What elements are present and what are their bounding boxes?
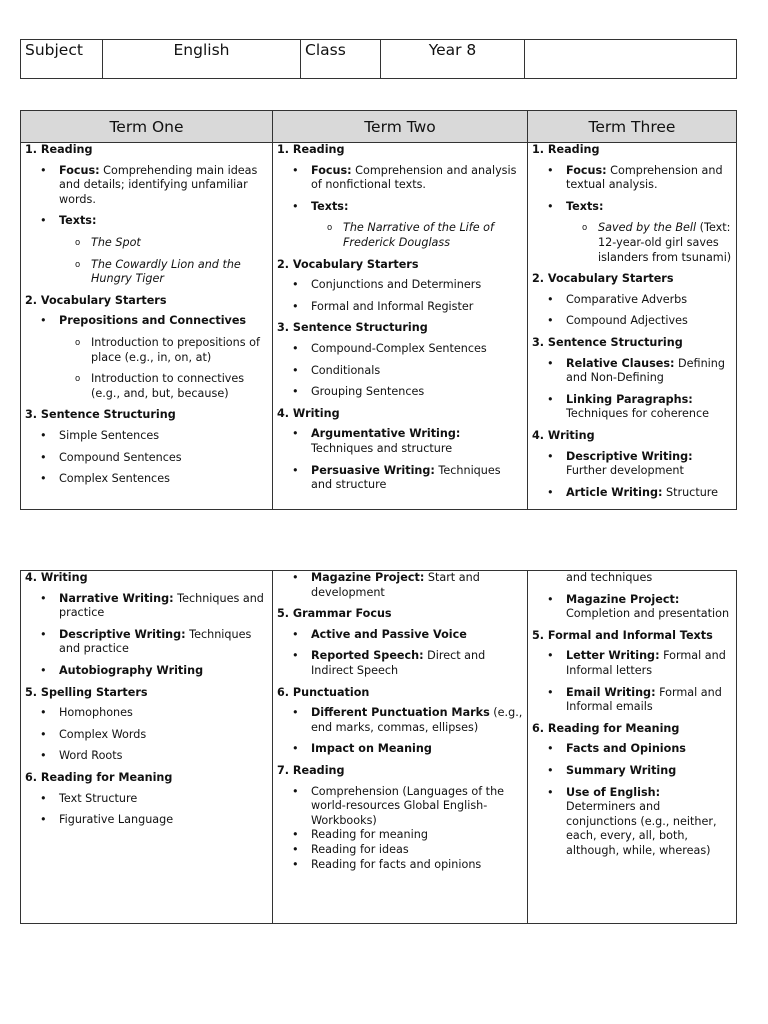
term-one-cell-a (21, 143, 273, 510)
list-item: • Compound Adjectives (532, 314, 732, 329)
section-heading: 6. Reading for Meaning (25, 770, 173, 784)
list-item: • Facts and Opinions (532, 742, 732, 757)
term-three-cell-a (528, 143, 737, 510)
section-heading: 3. Sentence Structuring (25, 408, 176, 422)
list-item: • Complex Sentences (25, 472, 268, 487)
list-item: • Letter Writing: Formal and Informal letters (532, 649, 732, 678)
list-item: • Summary Writing (532, 764, 732, 779)
term-three-heading: Term Three (528, 111, 737, 143)
list-item: • Comprehension (Languages of the world-resources Global English-Workbooks) (277, 785, 523, 829)
sub-list-item: o Introduction to connectives (e.g., and, but, because) (59, 372, 268, 401)
section-heading: 4. Writing (277, 406, 340, 420)
list-item: • Text Structure (25, 792, 268, 807)
list-item: • Complex Words (25, 728, 268, 743)
term-two-cell-a (273, 143, 528, 510)
list-item: • Linking Paragraphs: Techniques for coherence (532, 393, 732, 422)
section-heading: 6. Reading for Meaning (532, 721, 680, 735)
term-two-cell-b (273, 571, 528, 924)
list-item: • Email Writing: Formal and Informal emails (532, 686, 732, 715)
list-item: • Prepositions and Connectives o Introduction to prepositions of place (e.g., in, on, at) o Introduction to connectives (e.g., and, but, because) (25, 314, 268, 401)
term-one-heading: Term One (21, 111, 273, 143)
list-item: • Texts: o The Spot o The Cowardly Lion and the Hungry Tiger (25, 214, 268, 286)
list-item: • Magazine Project: Completion and presentation (532, 593, 732, 622)
subject-label: Subject (21, 40, 103, 79)
section-heading: 2. Vocabulary Starters (532, 272, 674, 286)
list-item: • Compound Sentences (25, 451, 268, 466)
list-item: • Simple Sentences (25, 429, 268, 444)
list-item: • Focus: Comprehending main ideas and details; identifying unfamiliar words. (25, 164, 268, 208)
list-item: • Magazine Project: Start and development (277, 571, 523, 600)
list-item: • Texts: o Saved by the Bell (Text: 12-year-old girl saves islanders from tsunami) (532, 200, 732, 265)
term-two-heading: Term Two (273, 111, 528, 143)
list-item: • Reading for ideas (277, 843, 523, 858)
section-heading: 5. Formal and Informal Texts (532, 628, 713, 642)
list-item: • Reported Speech: Direct and Indirect Speech (277, 649, 523, 678)
sub-list-item: o The Cowardly Lion and the Hungry Tiger (59, 258, 268, 287)
list-item: • Reading for meaning (277, 828, 523, 843)
sub-list-item: o The Narrative of the Life of Frederick Douglass (311, 221, 523, 250)
section-heading: 6. Punctuation (277, 685, 370, 699)
list-item: • Grouping Sentences (277, 385, 523, 400)
list-item: • Comparative Adverbs (532, 293, 732, 308)
list-item: • Figurative Language (25, 813, 268, 828)
list-item: • Conjunctions and Determiners (277, 278, 523, 293)
list-item: • Word Roots (25, 749, 268, 764)
list-item: • Relative Clauses: Defining and Non-Defining (532, 357, 732, 386)
class-value: Year 8 (381, 40, 525, 79)
list-item: • Texts: o The Narrative of the Life of Frederick Douglass (277, 200, 523, 251)
section-heading: 4. Writing (532, 428, 595, 442)
section-heading: 1. Reading (277, 143, 345, 156)
subject-value: English (103, 40, 301, 79)
section-heading: 2. Vocabulary Starters (25, 293, 167, 307)
section-heading: 4. Writing (25, 571, 88, 584)
list-item: • Focus: Comprehension and textual analysis. (532, 164, 732, 193)
list-item: • Impact on Meaning (277, 742, 523, 757)
list-item: • Focus: Comprehension and analysis of nonfictional texts. (277, 164, 523, 193)
sub-list-item: o The Spot (59, 236, 268, 251)
continued-text: and techniques (566, 571, 653, 584)
sub-list-item: o Introduction to prepositions of place (e.g., in, on, at) (59, 336, 268, 365)
list-item: • Article Writing: Structure (532, 486, 732, 501)
list-item: • Argumentative Writing: Techniques and structure (277, 427, 523, 456)
section-heading: 2. Vocabulary Starters (277, 257, 419, 271)
term-one-cell-b (21, 571, 273, 924)
section-heading: 5. Grammar Focus (277, 607, 392, 621)
class-label: Class (301, 40, 381, 79)
curriculum-table-part-1 (20, 110, 737, 510)
list-item: • Different Punctuation Marks (e.g., end marks, commas, ellipses) (277, 706, 523, 735)
list-item: • Descriptive Writing: Further development (532, 450, 732, 479)
list-item: • Persuasive Writing: Techniques and structure (277, 464, 523, 493)
section-heading: 3. Sentence Structuring (532, 335, 683, 349)
list-item: • Active and Passive Voice (277, 628, 523, 643)
section-heading: 1. Reading (25, 143, 93, 156)
header-empty-cell (525, 40, 737, 79)
list-item: • Reading for facts and opinions (277, 858, 523, 873)
term-three-cell-b (528, 571, 737, 924)
list-item: • Narrative Writing: Techniques and practice (25, 592, 268, 621)
sub-list-item: o Saved by the Bell (Text: 12-year-old girl saves islanders from tsunami) (566, 221, 732, 265)
list-item: • Autobiography Writing (25, 664, 268, 679)
list-item: • Descriptive Writing: Techniques and practice (25, 628, 268, 657)
section-heading: 5. Spelling Starters (25, 685, 148, 699)
section-heading: 1. Reading (532, 143, 600, 156)
list-item: • Formal and Informal Register (277, 300, 523, 315)
section-heading: 7. Reading (277, 763, 345, 777)
list-item: • Use of English: Determiners and conjunctions (e.g., neither, each, every, all, both, although, while, whereas) (532, 786, 732, 859)
list-item: • Conditionals (277, 364, 523, 379)
section-heading: 3. Sentence Structuring (277, 321, 428, 335)
list-item: • Homophones (25, 706, 268, 721)
curriculum-table-part-2 (20, 570, 737, 924)
list-item: • Compound-Complex Sentences (277, 342, 523, 357)
header-table (20, 39, 737, 79)
